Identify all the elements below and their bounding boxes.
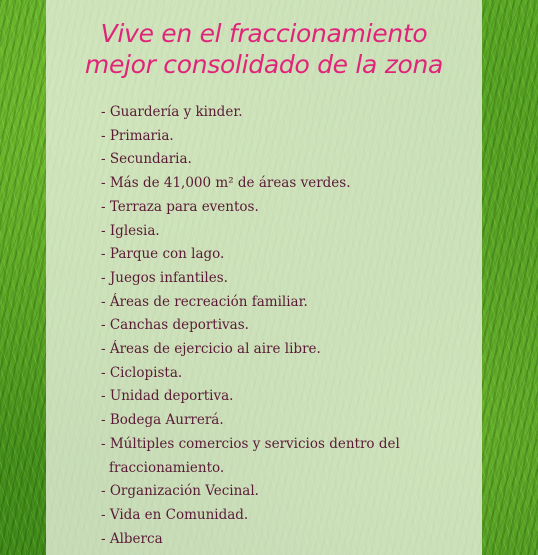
list-item: - Guardería y kinder. — [101, 104, 243, 120]
info-panel — [46, 0, 482, 555]
list-item: - Secundaria. — [101, 151, 192, 168]
list-item: - Alberca — [101, 530, 163, 547]
list-item: - Bodega Aurrerá. — [101, 412, 224, 429]
headline-line-1: Vive en el fraccionamiento — [100, 19, 428, 48]
amenities-list — [101, 101, 431, 551]
list-item: - Juegos infantiles. — [101, 269, 228, 286]
list-item: - Múltiples comercios y servicios dentro del fraccionamiento. — [101, 435, 400, 476]
headline-line-2: mejor consolidado de la zona — [84, 50, 444, 79]
list-item: - Áreas de ejercicio al aire libre. — [101, 341, 321, 358]
list-item: - Terraza para eventos. — [101, 198, 259, 215]
list-item: - Más de 41,000 m² de áreas verdes. — [101, 175, 351, 192]
list-item: - Parque con lago. — [101, 246, 225, 263]
list-item: - Primaria. — [101, 127, 174, 144]
list-item: - Ciclopista. — [101, 364, 183, 381]
list-item: - Vida en Comunidad. — [101, 506, 249, 523]
list-item: - Áreas de recreación familiar. — [101, 293, 308, 310]
list-item: - Canchas deportivas. — [101, 317, 249, 334]
list-item: - Iglesia. — [101, 222, 160, 239]
list-item: - Organización Vecinal. — [101, 483, 259, 500]
list-item: - Unidad deportiva. — [101, 388, 234, 405]
headline — [46, 18, 482, 80]
